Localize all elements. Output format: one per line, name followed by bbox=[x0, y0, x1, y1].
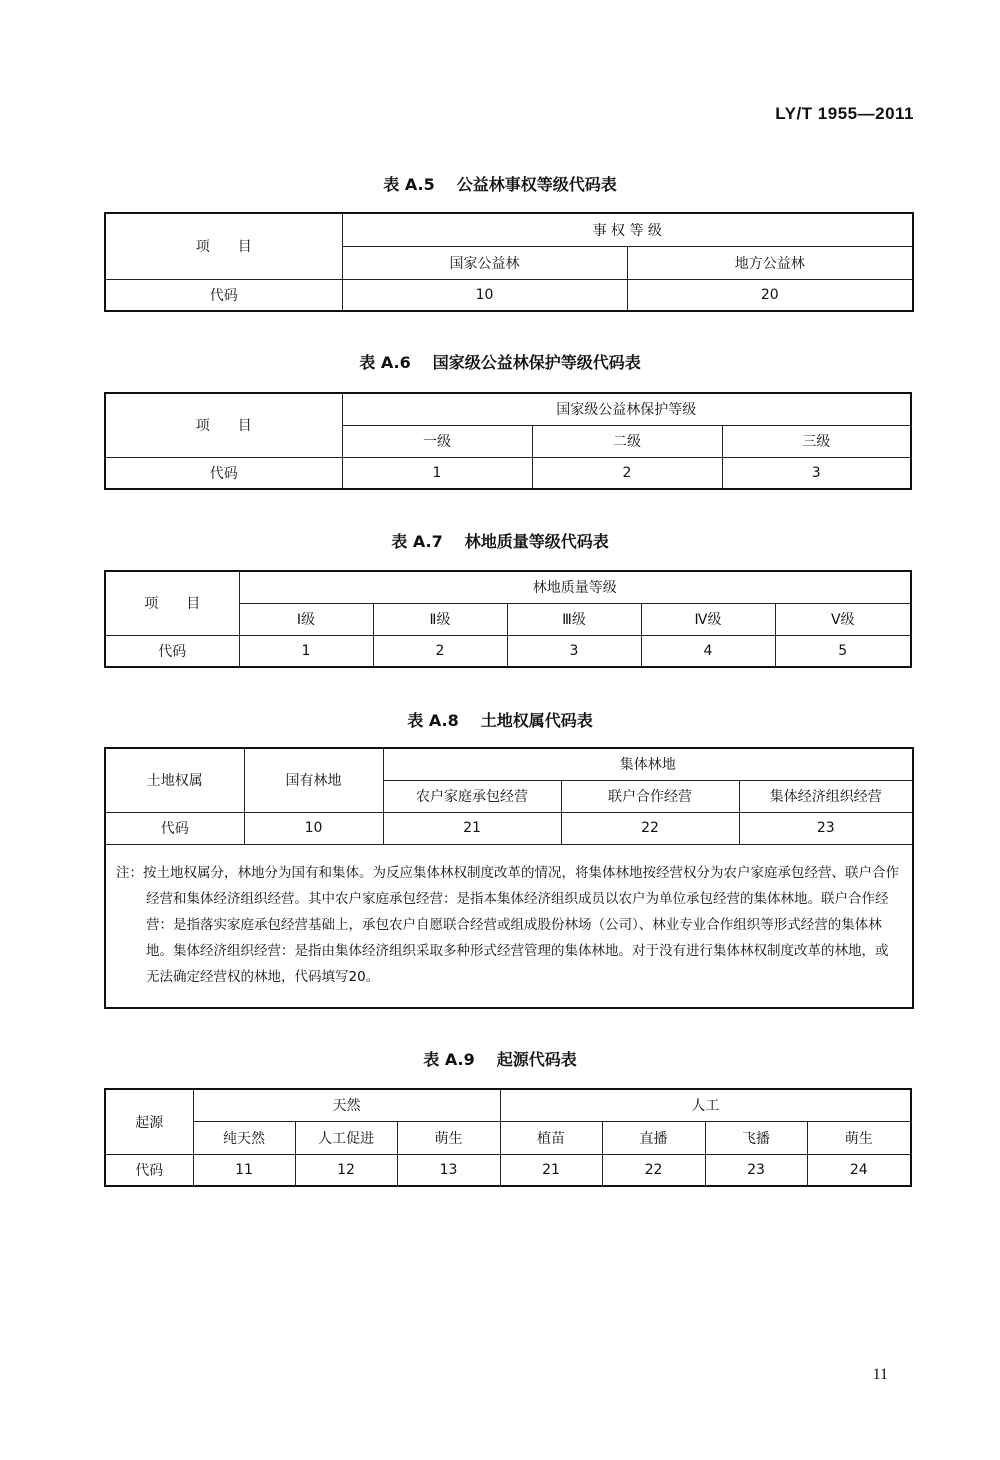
table-a6 bbox=[104, 392, 912, 490]
table-a6-col: 三级 bbox=[722, 425, 911, 457]
table-a9-col: 萌生 bbox=[807, 1121, 911, 1154]
table-a7-col: Ⅱ级 bbox=[373, 603, 507, 635]
table-a9-col: 纯天然 bbox=[193, 1121, 295, 1154]
table-a7-code: 1 bbox=[239, 635, 373, 667]
table-a6-row-header: 项 目 bbox=[105, 393, 342, 457]
table-a6-col: 一级 bbox=[342, 425, 532, 457]
table-a8-col: 农户家庭承包经营 bbox=[383, 780, 561, 812]
table-a9-caption bbox=[0, 1047, 1000, 1070]
table-a9-code: 22 bbox=[602, 1154, 705, 1186]
standard-code: LY/T 1955—2011 bbox=[775, 104, 914, 123]
table-a9-code: 13 bbox=[397, 1154, 500, 1186]
table-a5-title: 公益林事权等级代码表 bbox=[456, 175, 617, 194]
table-a7-title: 林地质量等级代码表 bbox=[464, 532, 609, 551]
table-a9-col: 植苗 bbox=[500, 1121, 602, 1154]
table-a7-code-label: 代码 bbox=[105, 635, 239, 667]
table-a9-code: 12 bbox=[295, 1154, 397, 1186]
table-a8-col: 联户合作经营 bbox=[561, 780, 739, 812]
table-a6-number: 表 A.6 bbox=[359, 353, 411, 372]
table-a7-row-header: 项 目 bbox=[105, 571, 239, 635]
table-a9-number: 表 A.9 bbox=[423, 1050, 475, 1069]
table-a5 bbox=[104, 212, 914, 312]
page-number: 11 bbox=[872, 1366, 888, 1383]
table-a8 bbox=[104, 747, 914, 1009]
table-a6-title: 国家级公益林保护等级代码表 bbox=[432, 353, 641, 372]
table-a6-col: 二级 bbox=[532, 425, 722, 457]
table-a9-col: 人工促进 bbox=[295, 1121, 397, 1154]
table-a9-code: 24 bbox=[807, 1154, 911, 1186]
table-a8-code: 21 bbox=[383, 812, 561, 844]
table-a6-caption bbox=[0, 350, 1000, 373]
table-a9-code: 21 bbox=[500, 1154, 602, 1186]
table-a9-group1-header: 天然 bbox=[193, 1089, 500, 1121]
table-a5-number: 表 A.5 bbox=[383, 175, 435, 194]
table-a5-code: 10 bbox=[342, 279, 627, 311]
table-a7-col: Ⅲ级 bbox=[507, 603, 641, 635]
table-a7-col: Ⅳ级 bbox=[641, 603, 775, 635]
table-a9-code: 11 bbox=[193, 1154, 295, 1186]
table-a8-row-header: 土地权属 bbox=[105, 748, 244, 812]
table-a5-caption bbox=[0, 172, 1000, 195]
table-a7-code: 2 bbox=[373, 635, 507, 667]
table-a5-col: 地方公益林 bbox=[627, 246, 913, 279]
table-a5-code: 20 bbox=[627, 279, 913, 311]
table-a9-code-label: 代码 bbox=[105, 1154, 193, 1186]
table-a6-code: 1 bbox=[342, 457, 532, 489]
table-a8-code: 22 bbox=[561, 812, 739, 844]
table-a8-note-label: 注： bbox=[116, 864, 143, 881]
table-a9-col: 飞播 bbox=[705, 1121, 807, 1154]
table-a9-group2-header: 人工 bbox=[500, 1089, 911, 1121]
table-a9-col: 直播 bbox=[602, 1121, 705, 1154]
table-a7-caption bbox=[0, 529, 1000, 552]
table-a9-col: 萌生 bbox=[397, 1121, 500, 1154]
table-a8-caption bbox=[0, 708, 1000, 731]
table-a5-col: 国家公益林 bbox=[342, 246, 627, 279]
table-a8-code: 10 bbox=[244, 812, 383, 844]
table-a8-title: 土地权属代码表 bbox=[480, 711, 593, 730]
table-a9-row-header: 起源 bbox=[105, 1089, 193, 1154]
table-a8-note-text: 按土地权属分，林地分为国有和集体。为反应集体林权制度改革的情况，将集体林地按经营权分为农户家庭承包经营、联户合作经营和集体经济组织经营。其中农户家庭承包经营：是指本集体经济组织成员以农户为单位承包经营的集体林地。联户合作经营：是指落实家庭承包经营基础上，承包农户自愿联合经营或组成股份林场（公司）、林业专业合作组织等形式经营的集体林地。集体经济组织经营：是指由集体经济组织采取多种形式经营管理的集体林地。对于没有进行集体林权制度改革的林地，或无法确定经营权的林地，代码填写20。 bbox=[143, 864, 899, 985]
table-a9 bbox=[104, 1088, 912, 1187]
table-a8-col: 集体经济组织经营 bbox=[739, 780, 913, 812]
table-a7-code: 3 bbox=[507, 635, 641, 667]
table-a7-col: Ⅰ级 bbox=[239, 603, 373, 635]
table-a7-number: 表 A.7 bbox=[391, 532, 443, 551]
table-a7 bbox=[104, 570, 912, 668]
table-a7-code: 5 bbox=[775, 635, 911, 667]
table-a5-row-header: 项 目 bbox=[105, 213, 342, 279]
table-a5-group-header: 事 权 等 级 bbox=[342, 213, 913, 246]
table-a6-group-header: 国家级公益林保护等级 bbox=[342, 393, 911, 425]
table-a8-group-header: 集体林地 bbox=[383, 748, 913, 780]
table-a8-state-header: 国有林地 bbox=[244, 748, 383, 812]
table-a7-col: Ⅴ级 bbox=[775, 603, 911, 635]
table-a6-code: 3 bbox=[722, 457, 911, 489]
table-a8-note bbox=[105, 844, 913, 1008]
table-a6-code: 2 bbox=[532, 457, 722, 489]
table-a5-code-label: 代码 bbox=[105, 279, 342, 311]
table-a8-code-label: 代码 bbox=[105, 812, 244, 844]
table-a6-code-label: 代码 bbox=[105, 457, 342, 489]
table-a7-code: 4 bbox=[641, 635, 775, 667]
table-a8-number: 表 A.8 bbox=[407, 711, 459, 730]
table-a9-title: 起源代码表 bbox=[496, 1050, 577, 1069]
table-a8-code: 23 bbox=[739, 812, 913, 844]
table-a7-group-header: 林地质量等级 bbox=[239, 571, 911, 603]
table-a9-code: 23 bbox=[705, 1154, 807, 1186]
